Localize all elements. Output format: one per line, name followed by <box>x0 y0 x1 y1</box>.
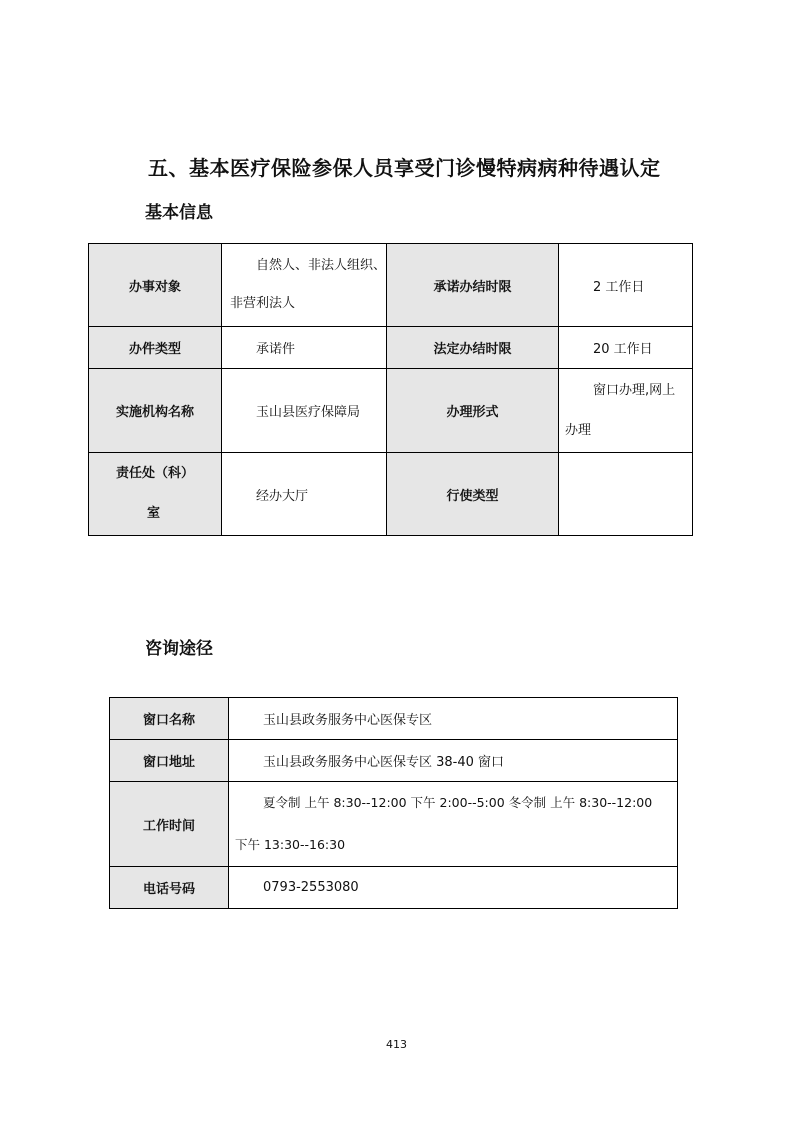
label-window-name: 窗口名称 <box>110 698 229 740</box>
value-line: 夏令制 上午 8:30--12:00 下午 2:00--5:00 冬令制 上午 8:30--12:00 <box>263 795 653 810</box>
label-case-type: 办件类型 <box>89 327 222 369</box>
label-line: 室 <box>147 506 161 521</box>
label-window-address: 窗口地址 <box>110 740 229 782</box>
label-responsible-dept <box>89 453 222 536</box>
table-row <box>110 740 678 782</box>
table-row <box>110 867 678 909</box>
value-case-type: 承诺件 <box>222 327 387 369</box>
value-legal-time: 20 工作日 <box>559 327 693 369</box>
basic-info-table <box>88 243 693 536</box>
consult-table <box>109 697 678 909</box>
table-row <box>110 698 678 740</box>
page-title: 五、基本医疗保险参保人员享受门诊慢特病病种待遇认定 <box>148 156 661 180</box>
value-window-name: 玉山县政务服务中心医保专区 <box>229 698 678 740</box>
label-handling-form: 办理形式 <box>387 369 559 453</box>
label-exercise-type: 行使类型 <box>387 453 559 536</box>
label-promised-time: 承诺办结时限 <box>387 244 559 327</box>
value-working-hours <box>229 782 678 867</box>
value-line: 下午 13:30--16:30 <box>235 837 346 852</box>
value-window-address: 玉山县政务服务中心医保专区 38-40 窗口 <box>229 740 678 782</box>
table-row <box>89 327 693 369</box>
page-number: 413 <box>386 1038 407 1051</box>
consult-heading: 咨询途径 <box>145 639 213 659</box>
label-legal-time: 法定办结时限 <box>387 327 559 369</box>
table-row <box>89 244 693 327</box>
value-line: 自然人、非法人组织、 <box>256 258 387 273</box>
value-exercise-type <box>559 453 693 536</box>
label-service-target: 办事对象 <box>89 244 222 327</box>
label-line: 责任处（科） <box>115 466 194 481</box>
value-line: 非营利法人 <box>230 296 296 311</box>
value-promised-time: 2 工作日 <box>559 244 693 327</box>
table-row <box>89 369 693 453</box>
value-handling-form <box>559 369 693 453</box>
value-line: 办理 <box>565 422 592 438</box>
table-row <box>89 453 693 536</box>
value-service-target <box>222 244 387 327</box>
label-agency: 实施机构名称 <box>89 369 222 453</box>
value-phone: 0793-2553080 <box>229 867 678 909</box>
label-phone: 电话号码 <box>110 867 229 909</box>
label-working-hours: 工作时间 <box>110 782 229 867</box>
table-row <box>110 782 678 867</box>
value-agency: 玉山县医疗保障局 <box>222 369 387 453</box>
value-responsible-dept: 经办大厅 <box>222 453 387 536</box>
value-line: 窗口办理,网上 <box>593 382 676 398</box>
basic-info-heading: 基本信息 <box>145 203 213 223</box>
